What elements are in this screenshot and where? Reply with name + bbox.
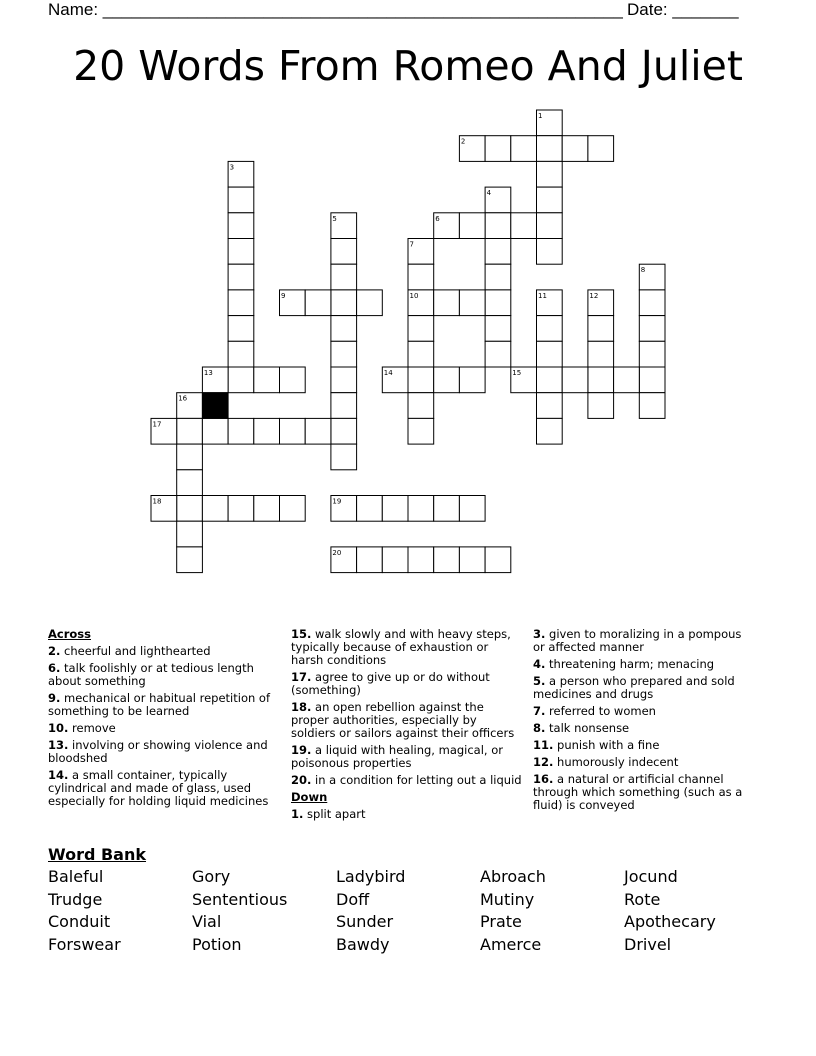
grid-cell[interactable] bbox=[228, 239, 254, 265]
grid-cell[interactable] bbox=[305, 290, 331, 316]
grid-cell[interactable] bbox=[228, 316, 254, 342]
clue-text: cheerful and lighthearted bbox=[60, 644, 211, 658]
grid-number: 5 bbox=[332, 214, 337, 223]
word-bank-item: Amerce bbox=[480, 934, 542, 954]
grid-cell[interactable] bbox=[331, 444, 357, 470]
clue-item bbox=[533, 658, 753, 671]
grid-cell[interactable] bbox=[331, 264, 357, 290]
grid-cell[interactable] bbox=[382, 496, 408, 522]
clue-text: talk foolishly or at tedious length about something bbox=[48, 661, 254, 688]
clue-text: talk nonsense bbox=[545, 721, 630, 735]
grid-cell[interactable] bbox=[588, 393, 614, 419]
grid-cell[interactable] bbox=[408, 264, 434, 290]
grid-cell[interactable] bbox=[202, 418, 228, 444]
clue-item bbox=[533, 739, 753, 752]
word-bank-item: Jocund bbox=[624, 867, 678, 886]
clue-item bbox=[533, 628, 753, 654]
grid-number: 4 bbox=[486, 189, 492, 198]
clue-item bbox=[48, 739, 276, 765]
grid-cell[interactable] bbox=[408, 316, 434, 342]
across-heading: Across bbox=[48, 627, 91, 641]
grid-cell[interactable] bbox=[537, 316, 563, 342]
grid-cell[interactable] bbox=[485, 316, 511, 342]
word-bank-item: Conduit bbox=[48, 912, 111, 931]
grid-cell[interactable] bbox=[485, 213, 511, 239]
grid-cell[interactable] bbox=[459, 496, 485, 522]
word-bank-item: Vial bbox=[192, 912, 222, 931]
across-clues-a bbox=[48, 645, 276, 808]
grid-number: 6 bbox=[435, 214, 440, 223]
clue-item bbox=[533, 756, 753, 769]
clue-item bbox=[533, 773, 753, 812]
grid-cell[interactable] bbox=[228, 367, 254, 393]
grid-cell[interactable] bbox=[614, 367, 640, 393]
grid-cell[interactable] bbox=[537, 341, 563, 367]
grid-cell[interactable] bbox=[434, 290, 460, 316]
grid-cell[interactable] bbox=[537, 161, 563, 187]
clue-number: 13. bbox=[48, 738, 69, 752]
grid-number: 17 bbox=[152, 420, 162, 429]
clue-item bbox=[291, 744, 523, 770]
clue-item bbox=[48, 769, 276, 808]
clue-item bbox=[533, 675, 753, 701]
grid-cell[interactable] bbox=[177, 444, 203, 470]
grid-number: 14 bbox=[383, 369, 393, 377]
grid-cell[interactable] bbox=[280, 496, 306, 522]
grid-cell[interactable] bbox=[382, 547, 408, 573]
clue-text: remove bbox=[68, 721, 116, 735]
clue-text: referred to women bbox=[545, 704, 656, 718]
grid-cell[interactable] bbox=[459, 367, 485, 393]
clue-text: punish with a fine bbox=[553, 738, 660, 752]
grid-cell[interactable] bbox=[228, 213, 254, 239]
clue-text: a natural or artificial channel through which something (such as a fluid) is conveyed bbox=[533, 772, 743, 812]
grid-cell[interactable] bbox=[331, 290, 357, 316]
word-bank-item: Bawdy bbox=[336, 934, 390, 954]
grid-cell[interactable] bbox=[228, 418, 254, 444]
grid-cell[interactable] bbox=[331, 239, 357, 265]
word-bank-item: Apothecary bbox=[624, 912, 716, 931]
word-bank-item: Trudge bbox=[48, 889, 103, 909]
down-heading: Down bbox=[291, 790, 328, 804]
grid-cell[interactable] bbox=[254, 367, 280, 393]
word-bank-item: Potion bbox=[192, 934, 242, 954]
grid-cell[interactable] bbox=[485, 264, 511, 290]
grid-number: 8 bbox=[640, 266, 646, 275]
clue-text: in a condition for letting out a liquid bbox=[311, 773, 522, 787]
grid-cell[interactable] bbox=[562, 367, 588, 393]
clue-text: split apart bbox=[303, 807, 366, 821]
grid-cell[interactable] bbox=[485, 547, 511, 573]
grid-cell[interactable] bbox=[280, 418, 306, 444]
page-title: 20 Words From Romeo And Juliet bbox=[73, 42, 743, 90]
word-bank bbox=[48, 867, 768, 955]
grid-cell[interactable] bbox=[537, 213, 563, 239]
down-clues-b bbox=[533, 628, 753, 812]
word-bank-title: Word Bank bbox=[48, 845, 147, 864]
clue-number: 6. bbox=[48, 661, 61, 675]
grid-number: 12 bbox=[589, 291, 599, 300]
clue-text: given to moralizing in a pompous or affected manner bbox=[533, 627, 742, 654]
grid-cell[interactable] bbox=[588, 367, 614, 393]
name-field[interactable]: Name: _______________________________________________________ bbox=[48, 0, 623, 19]
grid-number: 3 bbox=[229, 163, 235, 172]
clue-item bbox=[291, 671, 523, 697]
grid-cell[interactable] bbox=[434, 367, 460, 393]
grid-cell[interactable] bbox=[357, 547, 383, 573]
grid-cell[interactable] bbox=[177, 521, 203, 547]
clue-item bbox=[48, 722, 276, 735]
grid-number: 1 bbox=[538, 112, 543, 120]
grid-cell[interactable] bbox=[537, 418, 563, 444]
clue-item bbox=[291, 774, 523, 787]
grid-number: 16 bbox=[178, 394, 188, 403]
clue-item bbox=[48, 692, 276, 718]
grid-cell[interactable] bbox=[511, 136, 537, 162]
grid-cell[interactable] bbox=[562, 136, 588, 162]
grid-number: 19 bbox=[332, 497, 342, 506]
clue-text: a liquid with healing, magical, or poisonous properties bbox=[291, 743, 504, 770]
grid-cell[interactable] bbox=[408, 367, 434, 393]
grid-cell[interactable] bbox=[228, 341, 254, 367]
clues-column-3 bbox=[533, 628, 753, 816]
word-bank-item: Rote bbox=[624, 889, 661, 909]
clue-number: 8. bbox=[533, 721, 546, 735]
grid-cell[interactable] bbox=[254, 418, 280, 444]
clue-number: 11. bbox=[533, 738, 554, 752]
grid-cell[interactable] bbox=[588, 136, 614, 162]
grid-cell[interactable] bbox=[228, 496, 254, 522]
clue-number: 12. bbox=[533, 755, 554, 769]
clue-number: 16. bbox=[533, 772, 554, 786]
grid-cell[interactable] bbox=[459, 213, 485, 239]
grid-number: 2 bbox=[460, 137, 466, 146]
clue-number: 20. bbox=[291, 773, 312, 787]
clue-number: 4. bbox=[533, 657, 546, 671]
grid-cell[interactable] bbox=[588, 341, 614, 367]
down-clues-a bbox=[291, 808, 523, 821]
clue-text: mechanical or habitual repetition of something to be learned bbox=[48, 691, 271, 718]
grid-cell[interactable] bbox=[639, 367, 665, 393]
word-bank-item: Ladybird bbox=[336, 867, 406, 886]
word-bank-item: Abroach bbox=[480, 867, 546, 886]
grid-number: 18 bbox=[152, 497, 162, 506]
grid-cell[interactable] bbox=[331, 393, 357, 419]
clue-text: threatening harm; menacing bbox=[545, 657, 715, 671]
grid-cell[interactable] bbox=[639, 341, 665, 367]
grid-cell[interactable] bbox=[639, 316, 665, 342]
clue-number: 1. bbox=[291, 807, 304, 821]
word-bank-item: Drivel bbox=[624, 934, 672, 954]
clues-column-1 bbox=[48, 628, 276, 812]
grid-cell[interactable] bbox=[280, 367, 306, 393]
grid-cell[interactable] bbox=[177, 496, 203, 522]
clue-number: 2. bbox=[48, 644, 61, 658]
grid-cell[interactable] bbox=[434, 547, 460, 573]
grid-cell[interactable] bbox=[639, 290, 665, 316]
grid-cell[interactable] bbox=[537, 187, 563, 213]
grid-cell[interactable] bbox=[434, 496, 460, 522]
grid-cell[interactable] bbox=[408, 418, 434, 444]
clue-item bbox=[533, 705, 753, 718]
clue-number: 5. bbox=[533, 674, 546, 688]
word-bank-item: Mutiny bbox=[480, 889, 535, 909]
grid-cell[interactable] bbox=[485, 136, 511, 162]
grid-cell[interactable] bbox=[511, 213, 537, 239]
grid-cell[interactable] bbox=[639, 393, 665, 419]
clue-item bbox=[48, 645, 276, 658]
clue-text: involving or showing violence and bloodshed bbox=[48, 738, 268, 765]
clue-number: 10. bbox=[48, 721, 69, 735]
clue-text: a small container, typically cylindrical and made of glass, used especially for holding liquid medicines bbox=[48, 768, 269, 808]
clue-text: humorously indecent bbox=[553, 755, 679, 769]
grid-cell[interactable] bbox=[177, 547, 203, 573]
grid-block bbox=[202, 393, 228, 419]
grid-cell[interactable] bbox=[537, 367, 563, 393]
clue-number: 14. bbox=[48, 768, 69, 782]
grid-cell[interactable] bbox=[537, 393, 563, 419]
grid-cell[interactable] bbox=[331, 316, 357, 342]
word-bank-item: Baleful bbox=[48, 867, 104, 886]
grid-cell[interactable] bbox=[537, 239, 563, 265]
grid-cell[interactable] bbox=[408, 341, 434, 367]
grid-number: 15 bbox=[512, 369, 522, 377]
grid-number: 13 bbox=[203, 369, 213, 377]
clue-number: 17. bbox=[291, 670, 312, 684]
grid-cell[interactable] bbox=[228, 187, 254, 213]
clue-item bbox=[291, 808, 523, 821]
grid-cell[interactable] bbox=[177, 418, 203, 444]
grid-cell[interactable] bbox=[254, 496, 280, 522]
clue-number: 9. bbox=[48, 691, 61, 705]
grid-cell[interactable] bbox=[485, 341, 511, 367]
clue-item bbox=[291, 701, 523, 740]
grid-cell[interactable] bbox=[408, 393, 434, 419]
grid-cell[interactable] bbox=[331, 418, 357, 444]
grid-cell[interactable] bbox=[408, 547, 434, 573]
clue-text: agree to give up or do without (something) bbox=[291, 670, 490, 697]
grid-cell[interactable] bbox=[485, 290, 511, 316]
grid-cell[interactable] bbox=[459, 290, 485, 316]
grid-cell[interactable] bbox=[177, 470, 203, 496]
clue-number: 19. bbox=[291, 743, 312, 757]
grid-cell[interactable] bbox=[408, 496, 434, 522]
grid-cell[interactable] bbox=[331, 367, 357, 393]
grid-number: 9 bbox=[281, 291, 286, 300]
date-field[interactable]: Date: _______ bbox=[627, 0, 739, 19]
clue-item bbox=[291, 628, 523, 667]
grid-number: 10 bbox=[409, 291, 419, 300]
word-bank-item: Prate bbox=[480, 912, 522, 931]
clue-number: 18. bbox=[291, 700, 312, 714]
grid-cell[interactable] bbox=[537, 136, 563, 162]
grid-cell[interactable] bbox=[228, 264, 254, 290]
grid-number: 7 bbox=[409, 240, 414, 249]
grid-cell[interactable] bbox=[305, 418, 331, 444]
grid-cell[interactable] bbox=[331, 341, 357, 367]
clue-item bbox=[48, 662, 276, 688]
grid-cell[interactable] bbox=[459, 547, 485, 573]
clue-item bbox=[533, 722, 753, 735]
clues-column-2 bbox=[291, 628, 523, 825]
across-clues-b bbox=[291, 628, 523, 787]
grid-cell[interactable] bbox=[357, 290, 383, 316]
word-bank-item: Doff bbox=[336, 889, 370, 909]
word-bank-item: Sunder bbox=[336, 912, 394, 931]
word-bank-item: Sententious bbox=[192, 889, 288, 909]
clue-text: a person who prepared and sold medicines and drugs bbox=[533, 674, 735, 701]
grid-number: 20 bbox=[332, 548, 342, 557]
grid-cell[interactable] bbox=[588, 316, 614, 342]
word-bank-item: Forswear bbox=[48, 934, 121, 954]
word-bank-item: Gory bbox=[192, 867, 231, 886]
clue-number: 7. bbox=[533, 704, 546, 718]
clue-number: 3. bbox=[533, 627, 546, 641]
grid-number: 11 bbox=[538, 291, 547, 300]
grid-cell[interactable] bbox=[228, 290, 254, 316]
clue-number: 15. bbox=[291, 627, 312, 641]
grid-cell[interactable] bbox=[357, 496, 383, 522]
grid-cell[interactable] bbox=[202, 496, 228, 522]
grid-cell[interactable] bbox=[485, 239, 511, 265]
clue-text: walk slowly and with heavy steps, typically because of exhaustion or harsh conditions bbox=[291, 627, 511, 667]
clue-text: an open rebellion against the proper authorities, especially by soldiers or sailors against their officers bbox=[291, 700, 515, 740]
